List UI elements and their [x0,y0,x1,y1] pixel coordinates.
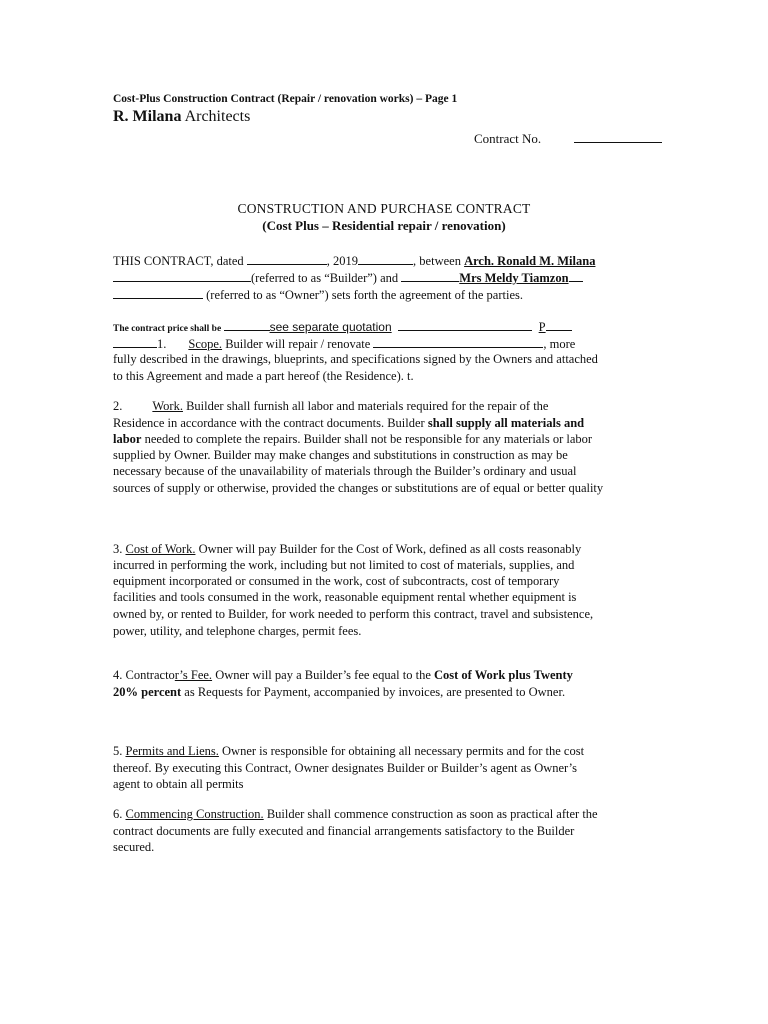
scope-more: , more [543,337,576,351]
contract-title: CONSTRUCTION AND PURCHASE CONTRACT [237,201,531,216]
permits-line-2: thereof. By executing this Contract, Owner designates Builder or Builder’s agent as Owner’s [113,761,578,775]
permits-text: Owner is responsible for obtaining all necessary permits and for the cost [218,744,585,758]
work-line-5: necessary because of the unavailability of materials through the Builder’s ordinary and usual [113,464,577,478]
owner-blank-post [569,269,583,282]
cost-line-5: owned by, or rented to Builder, for work needed to perform this contract, travel and subsistence, [113,607,594,621]
cost-line-1 [113,542,581,557]
intro-line-1 [113,252,595,269]
permits-number: 5. [113,744,126,758]
owner-ref-blank [113,286,203,299]
cost-line-2: incurred in performing the work, including but not limited to cost of materials, supplies, and [113,558,575,572]
work-line-4: supplied by Owner. Builder may make changes and substitutions in construction as may be [113,448,568,462]
price-blank-3 [546,318,572,331]
commence-text: Builder shall commence construction as soon as practical after the [263,807,598,821]
owner-name: Mrs Meldy Tiamzon [459,271,569,285]
intro-line-2 [113,269,583,286]
intro-text: THIS CONTRACT, dated [113,254,247,268]
contract-price-label: The contract price shall be [113,324,224,334]
intro-between: , between [413,254,465,268]
scope-line-3: to this Agreement and made a part hereof (the Residence). t. [113,369,414,383]
contract-number-line [474,130,662,147]
cost-number: 3. [113,542,126,556]
contract-number-label: Contract No. [474,131,542,146]
work-text: Residence in accordance with the contract documents. Builder [113,416,428,430]
fee-text: as Requests for Payment, accompanied by invoices, are presented to Owner. [181,685,566,699]
scope-blank-2 [373,335,543,348]
scope-blank-1 [113,335,157,348]
work-heading: Work. [152,399,183,413]
fee-text: Owner will pay a Builder’s fee equal to the [212,668,434,682]
intro-owner-ref: (referred to as “Owner”) sets forth the agreement of the parties. [203,288,523,302]
cost-line-3: equipment incorporated or consumed in the work, cost of subcontracts, cost of temporary [113,574,560,588]
date-blank [247,252,327,265]
scope-line-2: fully described in the drawings, blueprints, and specifications signed by the Owners and attached [113,352,598,366]
work-text: Builder shall furnish all labor and materials required for the repair of the [182,399,549,413]
year-blank [358,252,413,265]
fee-heading: r’s Fee. [174,668,213,682]
commence-number: 6. [113,807,126,821]
work-text: needed to complete the repairs. Builder shall not be responsible for any materials or labor [141,432,593,446]
scope-text: Builder will repair / renovate [222,337,374,351]
firm-name [113,108,250,126]
firm-name-rest: Architects [181,108,251,125]
work-bold-text: shall supply all materials and [427,416,585,430]
permits-line-3: agent to obtain all permits [113,777,244,791]
contract-price-line [113,318,572,335]
intro-line-3 [113,286,523,303]
work-line-1 [113,399,548,414]
price-blank-1 [224,318,270,331]
commence-line-1 [113,807,598,822]
contract-number-blank [574,130,662,143]
firm-name-bold: R. Milana [113,108,182,125]
owner-blank-pre [401,269,459,282]
cost-line-6: power, utility, and telephone charges, permit fees. [113,624,362,638]
cost-heading: Cost of Work. [125,542,196,556]
commence-line-2: contract documents are fully executed and financial arrangements satisfactory to the Builder [113,824,575,838]
commence-heading: Commencing Construction. [125,807,264,821]
builder-name: Arch. Ronald M. Milana [464,254,596,268]
work-line-2 [113,416,584,431]
document-header: Cost-Plus Construction Contract (Repair / renovation works) – Page 1 [113,93,458,105]
currency-label: P [538,320,546,334]
permits-line-1 [113,744,584,759]
cost-line-4: facilities and tools consumed in the work, reasonable equipment rental whether equipment is [113,590,577,604]
intro-builder-ref: (referred to as “Builder”) and [251,271,402,285]
contract-subtitle: (Cost Plus – Residential repair / renovation) [262,218,506,233]
scope-line-1 [113,335,575,352]
work-bold-text: labor [113,432,142,446]
permits-heading: Permits and Liens. [125,744,219,758]
cost-text: Owner will pay Builder for the Cost of Work, defined as all costs reasonably [195,542,582,556]
fee-bold-text: 20% percent [113,685,182,699]
contract-price-value: see separate quotation [269,320,392,334]
fee-bold-text: Cost of Work plus Twenty [434,668,573,682]
commence-line-3: secured. [113,840,155,854]
builder-blank [113,269,251,282]
work-number: 2. [113,399,123,413]
price-blank-2 [398,318,532,331]
fee-line-1 [113,668,573,683]
scope-heading: Scope. [188,337,223,351]
fee-number: 4. Contracto [113,668,175,682]
scope-number: 1. [157,337,167,351]
work-line-3 [113,432,592,447]
fee-line-2 [113,685,565,700]
intro-year: , 2019 [326,254,359,268]
work-line-6: sources of supply or otherwise, provided the changes or substitutions are of equal or better quality [113,481,604,495]
